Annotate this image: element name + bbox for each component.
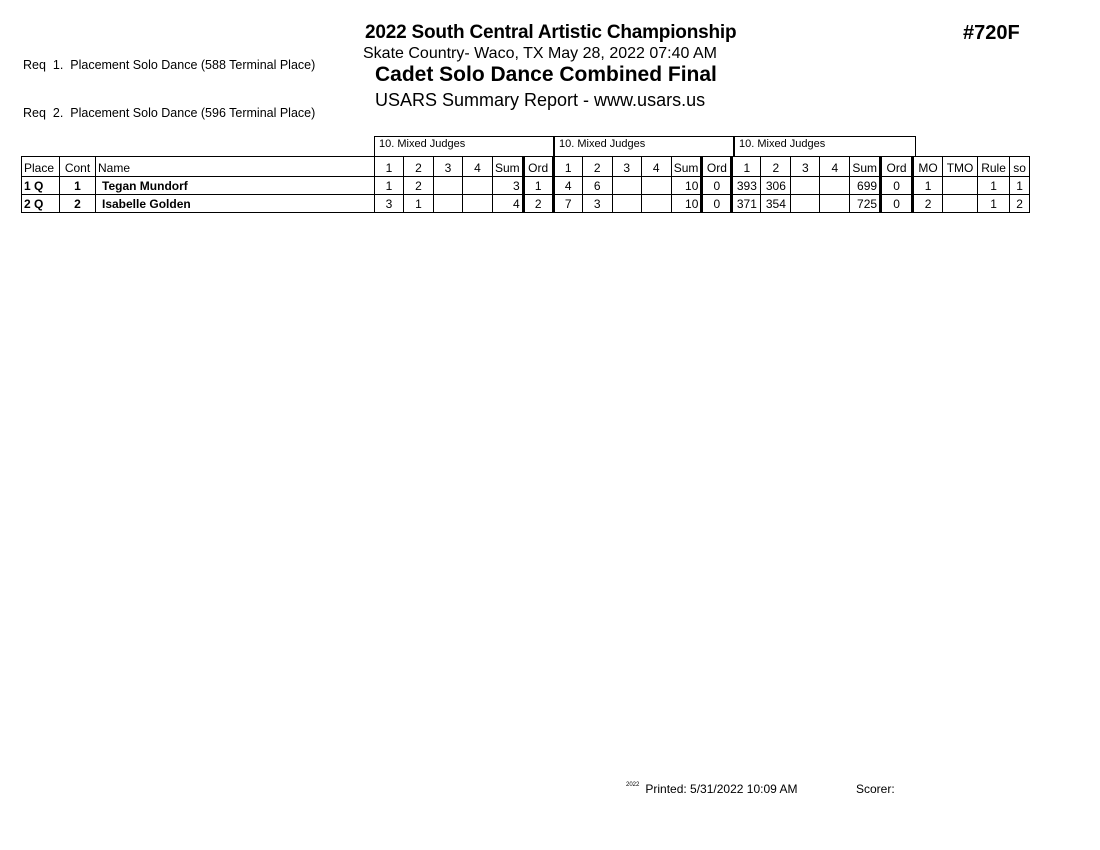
judge-panel-1-header: 10. Mixed Judges bbox=[374, 136, 554, 156]
col-header-judge: 2 bbox=[582, 157, 612, 177]
rule-cell: 1 bbox=[978, 195, 1010, 213]
so-cell: 2 bbox=[1010, 195, 1030, 213]
col-header-judge: 1 bbox=[732, 157, 761, 177]
judge-score-cell: 2 bbox=[404, 177, 434, 195]
judge-score-cell bbox=[820, 177, 850, 195]
table-row bbox=[22, 177, 1030, 195]
judge-score-cell bbox=[641, 195, 671, 213]
requirements-block bbox=[23, 25, 315, 137]
ord-cell: 0 bbox=[881, 177, 913, 195]
results-table bbox=[21, 156, 1030, 213]
judge-score-cell bbox=[641, 177, 671, 195]
event-title: Cadet Solo Dance Combined Final bbox=[375, 63, 717, 86]
col-header-tmo: TMO bbox=[943, 157, 978, 177]
report-subtitle: USARS Summary Report - www.usars.us bbox=[375, 90, 706, 110]
col-header-judge: 3 bbox=[791, 157, 820, 177]
so-cell: 1 bbox=[1010, 177, 1030, 195]
sum-cell: 3 bbox=[493, 177, 524, 195]
ord-cell: 0 bbox=[702, 195, 732, 213]
skater-name-cell: Isabelle Golden bbox=[96, 195, 375, 213]
cont-cell: 1 bbox=[60, 177, 96, 195]
judge-panel-3-header: 10. Mixed Judges bbox=[734, 136, 916, 156]
report-code: 2022 bbox=[626, 782, 640, 788]
judge-score-cell: 1 bbox=[404, 195, 434, 213]
mo-cell: 1 bbox=[913, 177, 943, 195]
col-header-ord: Ord bbox=[881, 157, 913, 177]
place-cell: 1 Q bbox=[22, 177, 60, 195]
rule-cell: 1 bbox=[978, 177, 1010, 195]
table-header-row bbox=[22, 157, 1030, 177]
judge-score-cell bbox=[791, 195, 820, 213]
sum-cell: 725 bbox=[850, 195, 881, 213]
judge-score-cell bbox=[612, 177, 641, 195]
col-header-rule: Rule bbox=[978, 157, 1010, 177]
competition-title: 2022 South Central Artistic Championship bbox=[365, 22, 737, 43]
col-header-judge: 2 bbox=[404, 157, 434, 177]
col-header-ord: Ord bbox=[702, 157, 732, 177]
judge-score-cell bbox=[463, 177, 493, 195]
location-date: Skate Country- Waco, TX May 28, 2022 07:40 AM bbox=[363, 45, 717, 62]
mo-cell: 2 bbox=[913, 195, 943, 213]
judge-score-cell: 393 bbox=[732, 177, 761, 195]
judge-score-cell: 6 bbox=[582, 177, 612, 195]
col-header-so: so bbox=[1010, 157, 1030, 177]
sum-cell: 4 bbox=[493, 195, 524, 213]
judge-score-cell bbox=[820, 195, 850, 213]
requirement-line: Req 1. Placement Solo Dance (588 Terminal Place) bbox=[23, 58, 316, 72]
col-header-place: Place bbox=[22, 157, 60, 177]
ord-cell: 0 bbox=[881, 195, 913, 213]
col-header-judge: 3 bbox=[434, 157, 463, 177]
printed-text: Printed: 5/31/2022 10:09 AM bbox=[645, 782, 798, 796]
col-header-cont: Cont bbox=[60, 157, 96, 177]
judge-score-cell bbox=[791, 177, 820, 195]
judge-score-cell: 306 bbox=[761, 177, 791, 195]
ord-cell: 0 bbox=[702, 177, 732, 195]
col-header-judge: 3 bbox=[612, 157, 641, 177]
judge-score-cell bbox=[434, 195, 463, 213]
cont-cell: 2 bbox=[60, 195, 96, 213]
col-header-sum: Sum bbox=[671, 157, 702, 177]
judge-score-cell: 3 bbox=[375, 195, 404, 213]
judge-score-cell: 3 bbox=[582, 195, 612, 213]
sum-cell: 10 bbox=[671, 177, 702, 195]
col-header-ord: Ord bbox=[523, 157, 553, 177]
table-row bbox=[22, 195, 1030, 213]
printed-timestamp bbox=[626, 782, 797, 796]
col-header-judge: 4 bbox=[820, 157, 850, 177]
col-header-judge: 2 bbox=[761, 157, 791, 177]
col-header-mo: MO bbox=[913, 157, 943, 177]
judge-score-cell: 354 bbox=[761, 195, 791, 213]
judge-score-cell: 371 bbox=[732, 195, 761, 213]
place-cell: 2 Q bbox=[22, 195, 60, 213]
judge-score-cell bbox=[612, 195, 641, 213]
col-header-judge: 4 bbox=[463, 157, 493, 177]
sum-cell: 10 bbox=[671, 195, 702, 213]
sum-cell: 699 bbox=[850, 177, 881, 195]
ord-cell: 2 bbox=[523, 195, 553, 213]
tmo-cell bbox=[943, 195, 978, 213]
col-header-judge: 1 bbox=[553, 157, 582, 177]
judge-score-cell: 4 bbox=[553, 177, 582, 195]
col-header-sum: Sum bbox=[493, 157, 524, 177]
event-number: #720F bbox=[963, 22, 1020, 44]
judge-score-cell bbox=[434, 177, 463, 195]
ord-cell: 1 bbox=[523, 177, 553, 195]
scorer-label: Scorer: bbox=[856, 782, 895, 796]
skater-name-cell: Tegan Mundorf bbox=[96, 177, 375, 195]
tmo-cell bbox=[943, 177, 978, 195]
col-header-sum: Sum bbox=[850, 157, 881, 177]
judge-score-cell bbox=[463, 195, 493, 213]
judge-score-cell: 7 bbox=[553, 195, 582, 213]
requirement-line: Req 2. Placement Solo Dance (596 Terminal Place) bbox=[23, 106, 316, 120]
col-header-name: Name bbox=[96, 157, 375, 177]
judge-panel-2-header: 10. Mixed Judges bbox=[554, 136, 734, 156]
judge-score-cell: 1 bbox=[375, 177, 404, 195]
col-header-judge: 1 bbox=[375, 157, 404, 177]
col-header-judge: 4 bbox=[641, 157, 671, 177]
